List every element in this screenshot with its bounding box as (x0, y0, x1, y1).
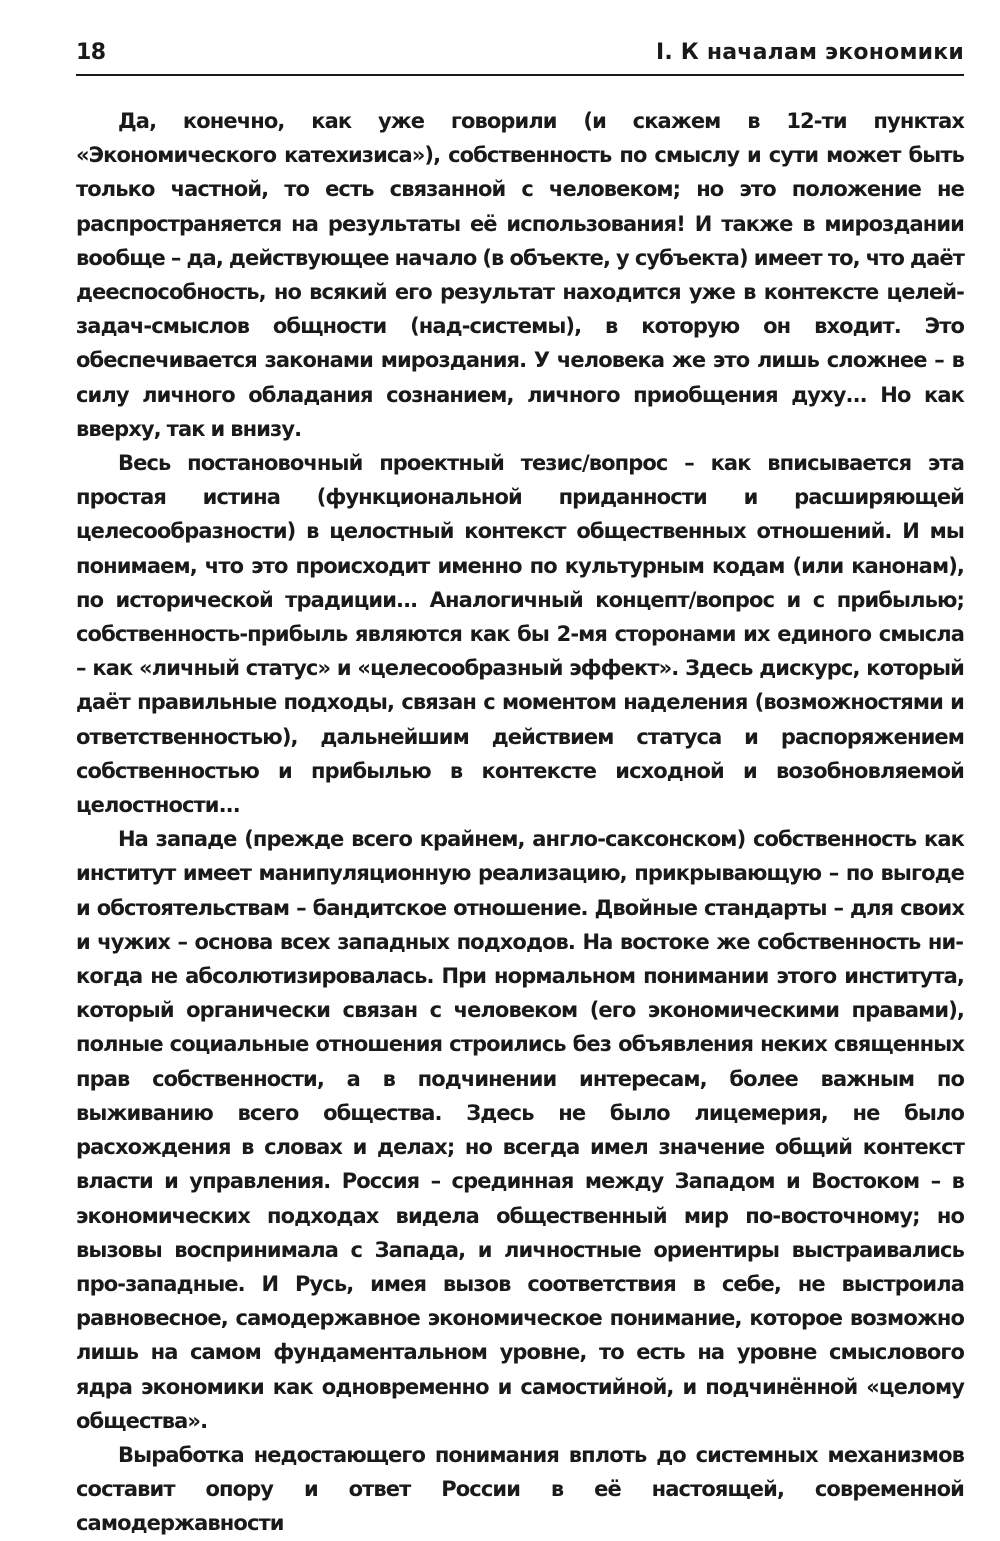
body-text (76, 104, 964, 1541)
chapter-title: I. К началам экономики (656, 40, 964, 65)
paragraph-2: Весь постановочный проектный тезис/вопрос – как вписывается эта простая истина (функциональной приданности и расширяющей целесообразности) в целостный контекст общественных отношений. И мы понимаем, что это происходит именно по культурным кодам (или канонам), по исторической традиции... Аналогичный концепт/вопрос и с прибылью; собственность-прибыль являются как бы 2-мя сторонами их единого смысла – как «личный статус» и «целесообразный эффект». Здесь дискурс, который даёт правильные подходы, связан с моментом наделения (возможностями и ответственностью), дальнейшим действием статуса и распоряжением собственностью и прибылью в контексте исходной и возобновляемой целостности... (76, 451, 964, 818)
paragraph-1: Да, конечно, как уже говорили (и скажем в 12-ти пунктах «Экономического катехизиса»), собственность по смыслу и сути может быть только частной, то есть связанной с человеком; но это положение не распространяется на результаты её использования! И также в мироздании вообще – да, действующее начало (в объекте, у субъекта) имеет то, что даёт дееспособность, но всякий его результат находится уже в контексте целей-задач-смыслов общности (над-системы), в которую он входит. Это обеспечивается законами мироздания. У человека же это лишь сложнее – в силу личного обладания сознанием, личного приобщения духу... Но как вверху, так и внизу. (76, 109, 964, 441)
paragraph-4: Выработка недостающего понимания вплоть до системных механизмов составит опору и ответ России в её настоящей, современной самодержавности (76, 1442, 964, 1536)
paragraph-3: На западе (прежде всего крайнем, англо-саксонском) собственность как институт имеет манипуляционную реализацию, прикрывающую – по выгоде и обстоятельствам – бандитское отношение. Двойные стандарты – для своих и чужих – основа всех западных подходов. На востоке же собственность никогда не абсолютизировалась. При нормальном понимании этого института, который органически связан с человеком (его экономическими правами), полные социальные отношения строились без объявления неких священных прав собственности, а в подчинении интересам, более важным по выживанию всего общества. Здесь не было лицемерия, не было расхождения в словах и делах; но всегда имел значение общий контекст власти и управления. Россия – срединная между Западом и Востоком – в экономических подходах видела общественный мир по-восточному; но вызовы воспринимала с Запада, и личностные ориентиры выстраивались про-западные. И Русь, имея вызов соответствия в себе, не выстроила равновесное, самодержавное экономическое понимание, которое возможно лишь на самом фундаментальном уровне, то есть на уровне смыслового ядра экономики как одновременно и самостийной, и подчинённой «целому общества». (76, 827, 964, 1433)
page-number: 18 (76, 40, 106, 65)
running-header (76, 40, 964, 76)
